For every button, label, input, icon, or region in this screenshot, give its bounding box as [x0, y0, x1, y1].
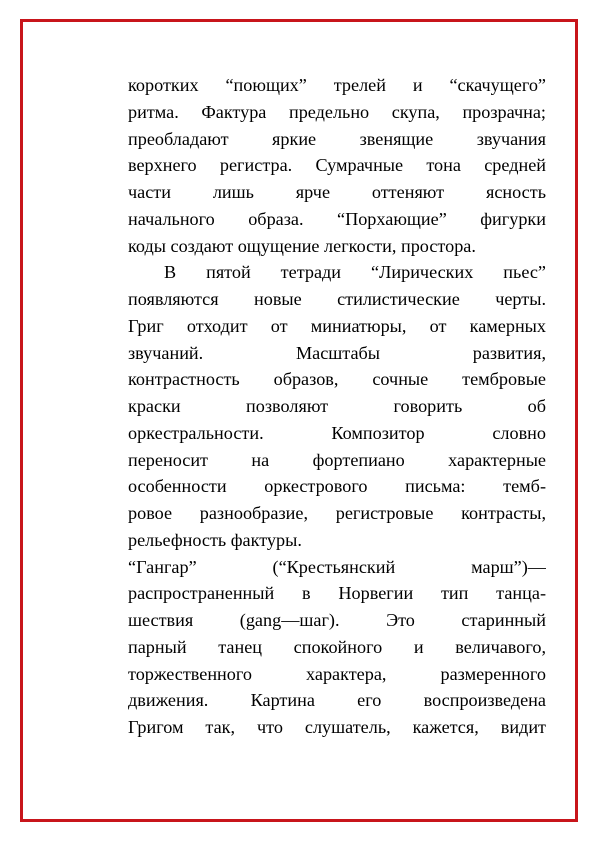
text-line: ровое разнообразие, регистровые контрасты,: [128, 503, 546, 523]
text-line: появляются новые стилистические черты.: [128, 289, 546, 309]
text-line: части лишь ярче оттеняют ясность: [128, 182, 546, 202]
text-line: Григ отходит от миниатюры, от камерных: [128, 315, 546, 336]
text-line: “Гангар” (“Крестьянский марш”)—: [128, 556, 546, 577]
text-line: преобладают яркие звенящие звучания: [128, 128, 546, 149]
text-line: верхнего регистра. Сумрачные тона средней: [128, 155, 546, 176]
text-line: распространенный в Норвегии тип танца-: [128, 583, 546, 604]
text-line: шествия (gang—шаг). Это старинный: [128, 610, 546, 630]
text-line: торжественного характера, размеренного: [128, 663, 546, 684]
text-line: коротких “поющих” трелей и “скачущего”: [128, 75, 546, 95]
text-line: коды создают ощущение легкости, простора.: [128, 235, 476, 256]
text-line: контрастность образов, сочные тембровые: [128, 369, 546, 390]
text-line: краски позволяют говорить об: [128, 396, 546, 416]
text-line: В пятой тетради “Лирических пьес”: [164, 262, 546, 283]
text-line: особенности оркестрового письма: темб-: [128, 476, 546, 497]
document-text-body: [128, 72, 546, 741]
text-line: рельефность фактуры.: [128, 529, 302, 550]
text-line: движения. Картина его воспроизведена: [128, 690, 546, 711]
text-line: оркестральности. Композитор словно: [128, 422, 546, 443]
text-line: переносит на фортепиано характерные: [128, 449, 546, 470]
text-line: ритма. Фактура предельно скупа, прозрачна;: [128, 101, 546, 122]
text-line: парный танец спокойного и величавого,: [128, 636, 546, 657]
text-line: звучаний. Масштабы развития,: [128, 342, 546, 363]
text-line: Григом так, что слушатель, кажется, видит: [128, 717, 546, 737]
text-line: начального образа. “Порхающие” фигурки: [128, 208, 546, 229]
